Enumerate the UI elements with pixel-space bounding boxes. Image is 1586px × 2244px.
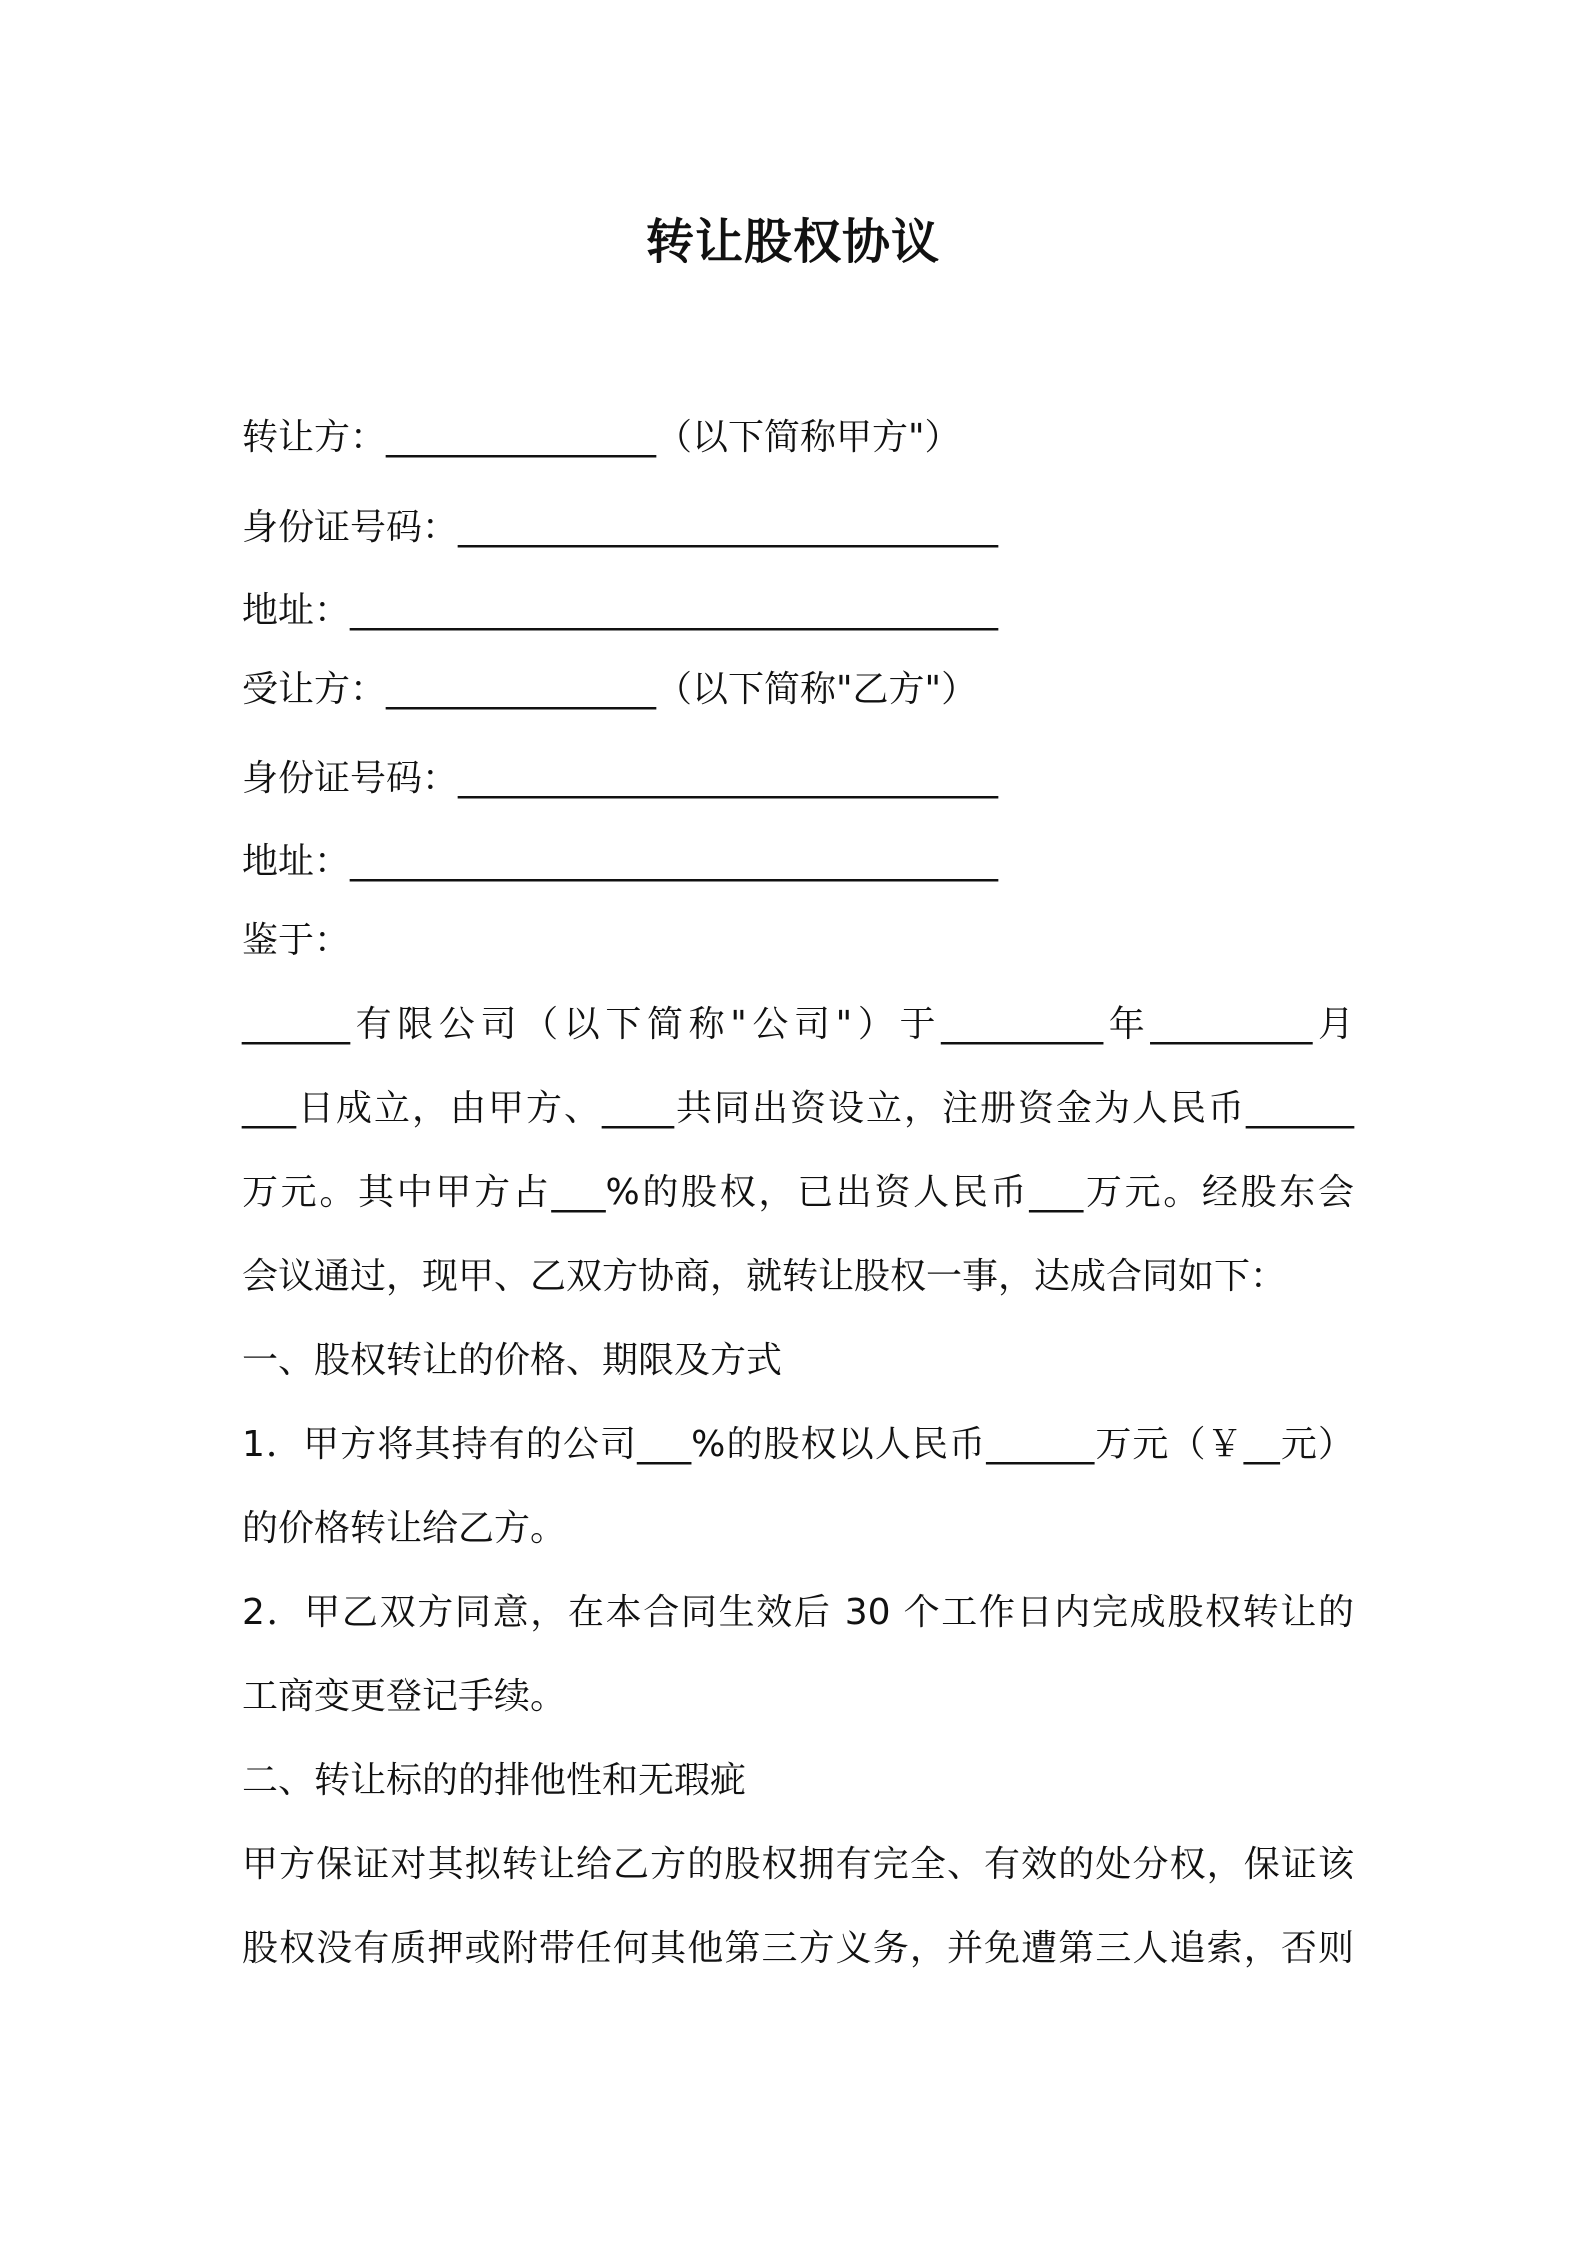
whereas-line: 会议通过，现甲、乙双方协商，就转让股权一事，达成合同如下： — [242, 1256, 1287, 1297]
whereas-label: 鉴于： — [242, 920, 351, 961]
clause-1-line: 的价格转让给乙方。 — [242, 1508, 567, 1549]
clause-1-line: 1．甲方将其持有的公司___%的股权以人民币______万元（￥__元） — [242, 1424, 1354, 1465]
document-title: 转让股权协议 — [645, 214, 940, 270]
transferor-line: 转让方：_______________（以下简称甲方"） — [242, 417, 961, 458]
party-b-id-line: 身份证号码：______________________________ — [242, 758, 999, 799]
party-a-id-line: 身份证号码：______________________________ — [242, 507, 999, 548]
whereas-line: ______有限公司（以下简称"公司"）于_________年_________月 — [242, 1004, 1354, 1045]
section-2-body-line: 股权没有质押或附带任何其他第三方义务，并免遭第三人追索，否则 — [242, 1928, 1354, 1969]
party-a-address-line: 地址：____________________________________ — [242, 590, 999, 631]
transferee-line: 受让方：_______________（以下简称"乙方"） — [242, 669, 978, 710]
section-2-heading: 二、转让标的的排他性和无瑕疵 — [242, 1760, 747, 1801]
party-b-address-line: 地址：____________________________________ — [242, 841, 999, 882]
clause-2-line: 工商变更登记手续。 — [242, 1676, 567, 1717]
section-2-body-line: 甲方保证对其拟转让给乙方的股权拥有完全、有效的处分权，保证该 — [242, 1844, 1354, 1885]
clause-2-line: 2．甲乙双方同意，在本合同生效后 30 个工作日内完成股权转让的 — [242, 1592, 1354, 1633]
whereas-line: 万元。其中甲方占___%的股权，已出资人民币___万元。经股东会 — [242, 1172, 1354, 1213]
section-1-heading: 一、股权转让的价格、期限及方式 — [242, 1340, 783, 1381]
whereas-line: ___日成立，由甲方、____共同出资设立，注册资金为人民币______ — [242, 1088, 1354, 1129]
